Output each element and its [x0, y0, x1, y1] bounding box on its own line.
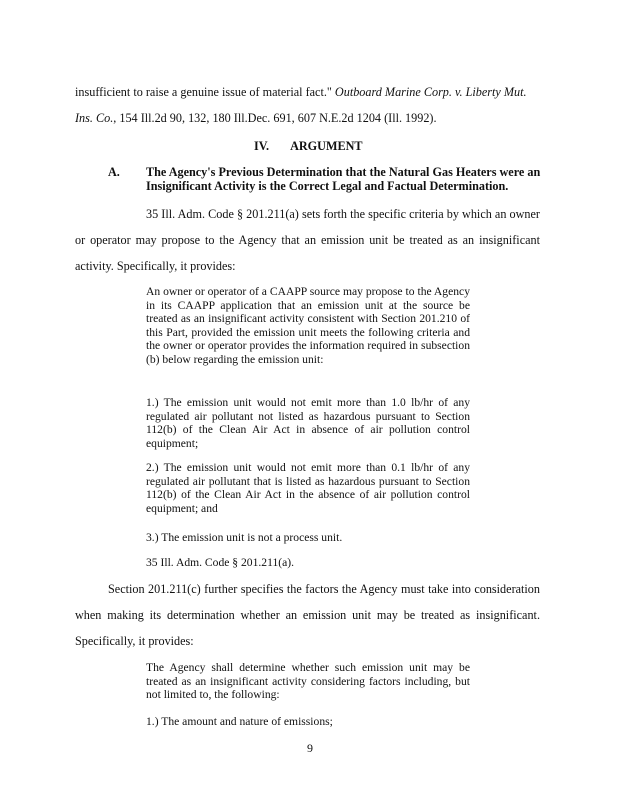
quote1-item-1: 1.) The emission unit would not emit more than 1.0 lb/hr of any regulated air pollutant not listed as hazardous pursuant to Section 112(b) of the Clean Air Act in absence of air pollution control equipment; [146, 396, 470, 450]
section-heading [254, 139, 363, 153]
quote1-citation: 35 Ill. Adm. Code § 201.211(a). [146, 556, 295, 569]
para2-line-2: when making its determination whether an emission unit may be treated as insignificant. [75, 608, 540, 622]
para2-line-1: Section 201.211(c) further specifies the factors the Agency must take into consideration [108, 582, 540, 596]
intro-line-1 [75, 85, 527, 99]
subsection-heading-line-1: The Agency's Previous Determination that the Natural Gas Heaters were an [146, 165, 541, 179]
case-name: Outboard Marine Corp. v. Liberty Mut. [334, 85, 527, 99]
para2-line-3: Specifically, it provides: [75, 634, 194, 648]
quote1-item-3: 3.) The emission unit is not a process unit. [146, 531, 343, 544]
section-title: ARGUMENT [290, 139, 363, 153]
page-number: 9 [307, 741, 313, 755]
para1-line-3: activity. Specifically, it provides: [75, 259, 236, 273]
quote2-intro: The Agency shall determine whether such emission unit may be treated as an insignificant activity considering factors including, but not limited to, the following: [146, 661, 470, 702]
case-name-cont: Ins. Co. [75, 111, 114, 125]
quote1-item-2: 2.) The emission unit would not emit more than 0.1 lb/hr of any regulated air pollutant that is listed as hazardous pursuant to Section 112(b) of the Clean Air Act in the absence of air pollution control equipment; and [146, 461, 470, 515]
subsection-letter: A. [108, 165, 120, 179]
para1-line-2: or operator may propose to the Agency that an emission unit be treated as an insignificant [75, 233, 540, 247]
case-citation: , 154 Ill.2d 90, 132, 180 Ill.Dec. 691, 607 N.E.2d 1204 (Ill. 1992). [113, 111, 437, 125]
quote1-intro: An owner or operator of a CAAPP source may propose to the Agency in its CAAPP application that an emission unit at the source be treated as an insignificant activity consistent with Section 201.210 of this Part, provided the emission unit meets the following criteria and the owner or operator provides the information required in subsection (b) below regarding the emission unit: [146, 285, 470, 366]
intro-text: insufficient to raise a genuine issue of material fact." [75, 85, 332, 99]
quote2-item-1: 1.) The amount and nature of emissions; [146, 715, 333, 728]
subsection-heading-line-2: Insignificant Activity is the Correct Legal and Factual Determination. [146, 179, 509, 193]
section-number: IV. [254, 139, 270, 153]
intro-line-2 [75, 111, 437, 125]
para1-line-1: 35 Ill. Adm. Code § 201.211(a) sets forth the specific criteria by which an owner [146, 207, 540, 221]
